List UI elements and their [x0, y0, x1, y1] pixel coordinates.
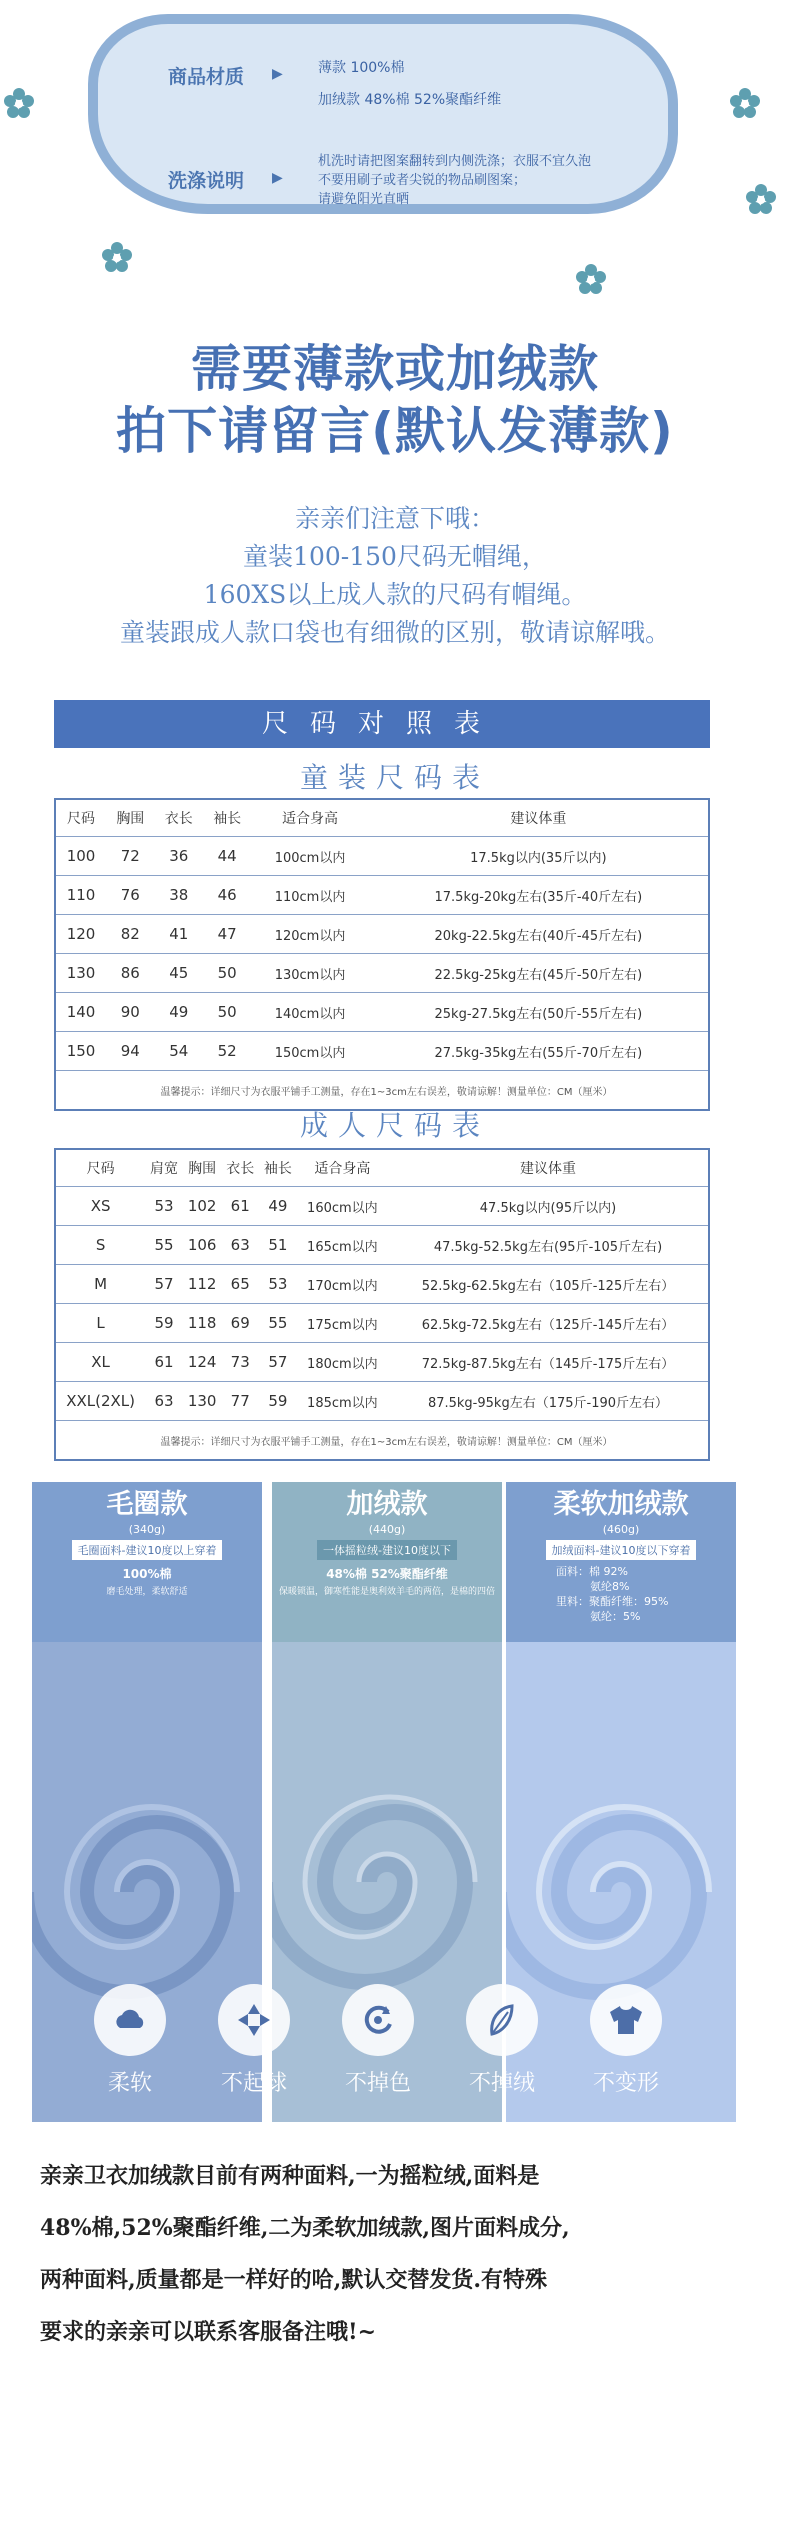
feature-label: 不变形 [592, 2071, 659, 2096]
table-row [55, 1187, 709, 1226]
table-cell: 130 [183, 1382, 221, 1421]
table-cell: XL [55, 1343, 145, 1382]
table-cell: 27.5kg-35kg左右(55斤-70斤左右) [369, 1032, 709, 1071]
explanation-line: 两种面料,质量都是一样好的哈,默认交替发货.有特殊 [40, 2267, 547, 2293]
table-cell: 47.5kg以内(95斤以内) [388, 1187, 709, 1226]
table-cell: 45 [155, 954, 203, 993]
notice-line: 亲亲们注意下哦： [294, 504, 495, 533]
kids-table-title: 童装尺码表 [299, 761, 490, 794]
table-cell: 87.5kg-95kg左右（175斤-190斤左右） [388, 1382, 709, 1421]
feature-no-shedding [442, 1984, 562, 2097]
feature-label: 不起球 [220, 2071, 287, 2096]
column-header: 袖长 [203, 799, 251, 837]
table-cell: 63 [145, 1382, 183, 1421]
table-header-row [55, 799, 709, 837]
table-cell: 47.5kg-52.5kg左右(95斤-105斤左右) [388, 1226, 709, 1265]
table-cell: 38 [155, 876, 203, 915]
table-cell: 22.5kg-25kg左右(45斤-50斤左右) [369, 954, 709, 993]
table-cell: 106 [183, 1226, 221, 1265]
feature-label: 不掉绒 [468, 2071, 535, 2096]
table-cell: 185cm以内 [297, 1382, 388, 1421]
column-header: 衣长 [221, 1149, 259, 1187]
table-cell: 55 [145, 1226, 183, 1265]
table-cell: 180cm以内 [297, 1343, 388, 1382]
fabric-header [32, 1482, 262, 1642]
table-cell: 170cm以内 [297, 1265, 388, 1304]
table-cell: 20kg-22.5kg左右(40斤-45斤左右) [369, 915, 709, 954]
notice-line: 160XS以上成人款的尺码有帽绳。 [203, 580, 587, 609]
table-cell: 62.5kg-72.5kg左右（125斤-145斤左右） [388, 1304, 709, 1343]
table-cell: 63 [221, 1226, 259, 1265]
composition-line: 里料：聚酯纤维：95% [556, 1595, 669, 1608]
notice-line: 童装100-150尺码无帽绳， [243, 542, 547, 571]
table-cell: 53 [259, 1265, 297, 1304]
feature-soft [70, 1984, 190, 2097]
table-cell: 140 [55, 993, 106, 1032]
column-header: 胸围 [183, 1149, 221, 1187]
table-cell: 69 [221, 1304, 259, 1343]
table-cell: 49 [259, 1187, 297, 1226]
sweater-icon [590, 1984, 662, 2056]
table-cell: 59 [259, 1382, 297, 1421]
fabric-weight: (440g) [368, 1523, 406, 1536]
table-cell: 51 [259, 1226, 297, 1265]
fabric-title: 毛圈款 [106, 1489, 188, 1520]
table-cell: 110 [55, 876, 106, 915]
fabric-explanation [40, 2150, 750, 2358]
fabric-weight: (460g) [602, 1523, 640, 1536]
table-cell: 110cm以内 [251, 876, 368, 915]
feature-no-pilling [194, 1984, 314, 2097]
table-cell: XS [55, 1187, 145, 1226]
fabric-composition: 100%棉 [122, 1567, 172, 1581]
table-cell: M [55, 1265, 145, 1304]
wash-label: 洗涤说明 [168, 170, 245, 192]
table-cell: 59 [145, 1304, 183, 1343]
table-cell: 175cm以内 [297, 1304, 388, 1343]
table-cell: 100cm以内 [251, 837, 368, 876]
table-cell: 47 [203, 915, 251, 954]
table-cell: 165cm以内 [297, 1226, 388, 1265]
column-header: 尺码 [55, 799, 106, 837]
fabric-composition [506, 1564, 736, 1624]
table-cell: 150cm以内 [251, 1032, 368, 1071]
notice [0, 500, 790, 652]
feature-label: 不掉色 [344, 2071, 411, 2096]
table-cell: 86 [106, 954, 154, 993]
table-cell: 120cm以内 [251, 915, 368, 954]
headline [0, 338, 790, 462]
flower-icon [728, 86, 762, 120]
fabric-title: 柔软加绒款 [553, 1489, 689, 1520]
fabric-weight: (340g) [128, 1523, 166, 1536]
thin-material: 薄款 100%棉 [318, 60, 405, 76]
table-header-row [55, 1149, 709, 1187]
table-cell: 57 [259, 1343, 297, 1382]
table-cell: 25kg-27.5kg左右(50斤-55斤左右) [369, 993, 709, 1032]
fabric-header [506, 1482, 736, 1642]
headline-line: 拍下请留言(默认发薄款) [116, 402, 674, 460]
explanation-line: 要求的亲亲可以联系客服备注哦!~ [40, 2319, 377, 2345]
table-row [55, 1226, 709, 1265]
table-row [55, 1304, 709, 1343]
swirl-icon [218, 1984, 290, 2056]
wash-line: 请避免阳光直晒 [318, 192, 410, 207]
table-cell: 57 [145, 1265, 183, 1304]
kids-size-table [54, 798, 710, 1111]
fabric-header [272, 1482, 502, 1642]
table-row [55, 837, 709, 876]
column-header: 尺码 [55, 1149, 145, 1187]
flower-icon [744, 182, 778, 216]
size-chart-title: 尺码对照表 [54, 700, 710, 748]
table-cell: 49 [155, 993, 203, 1032]
table-cell: S [55, 1226, 145, 1265]
fabric-chip: 毛圈面料-建议10度以上穿着 [72, 1540, 223, 1560]
table-cell: 100 [55, 837, 106, 876]
table-cell: 61 [145, 1343, 183, 1382]
table-row [55, 954, 709, 993]
table-row [55, 876, 709, 915]
flower-icon [2, 86, 36, 120]
table-note: 温馨提示：详细尺寸为衣服平铺手工测量，存在1~3cm左右误差，敬请谅解！测量单位：CM（厘米） [55, 1421, 709, 1461]
fabric-note: 保暖锁温，御寒性能是奥利效羊毛的两倍，是棉的四倍 [278, 1587, 495, 1597]
column-header: 建议体重 [388, 1149, 709, 1187]
table-cell: 41 [155, 915, 203, 954]
explanation-line: 48%棉,52%聚酯纤维,二为柔软加绒款,图片面料成分, [40, 2215, 570, 2241]
notice-line: 童装跟成人款口袋也有细微的区别，敬请谅解哦。 [119, 618, 670, 647]
table-row [55, 1343, 709, 1382]
table-cell: 17.5kg以内(35斤以内) [369, 837, 709, 876]
composition-line: 氨纶：5% [590, 1610, 641, 1623]
flower-icon [100, 240, 134, 274]
table-cell: 55 [259, 1304, 297, 1343]
fabric-chip: 加绒面料-建议10度以下穿着 [546, 1540, 697, 1560]
table-cell: 50 [203, 954, 251, 993]
column-header: 胸围 [106, 799, 154, 837]
table-cell: 17.5kg-20kg左右(35斤-40斤左右) [369, 876, 709, 915]
table-cell: 130 [55, 954, 106, 993]
composition-line: 氨纶8% [590, 1580, 630, 1593]
table-cell: 118 [183, 1304, 221, 1343]
table-cell: 130cm以内 [251, 954, 368, 993]
wash-line: 机洗时请把图案翻转到内侧洗涤；衣服不宜久泡 [318, 154, 592, 169]
fabric-title: 加绒款 [346, 1489, 428, 1520]
table-cell: 160cm以内 [297, 1187, 388, 1226]
material-label: 商品材质 [168, 66, 245, 88]
column-header: 衣长 [155, 799, 203, 837]
headline-line: 需要薄款或加绒款 [191, 340, 599, 398]
fabric-note: 磨毛处理，柔软舒适 [106, 1587, 188, 1597]
fabric-composition: 48%棉 52%聚酯纤维 [326, 1567, 448, 1581]
material-section [0, 0, 790, 320]
column-header: 建议体重 [369, 799, 709, 837]
table-cell: 50 [203, 993, 251, 1032]
arrow-right-icon: ▶ [272, 170, 283, 186]
fleece-material: 加绒款 48%棉 52%聚酯纤维 [318, 92, 502, 108]
table-cell: 65 [221, 1265, 259, 1304]
table-cell: 77 [221, 1382, 259, 1421]
table-cell: 52 [203, 1032, 251, 1071]
feather-icon [466, 1984, 538, 2056]
table-cell: 36 [155, 837, 203, 876]
table-cell: 102 [183, 1187, 221, 1226]
explanation-line: 亲亲卫衣加绒款目前有两种面料,一为摇粒绒,面料是 [40, 2163, 540, 2189]
adult-size-table [54, 1148, 710, 1461]
table-cell: 61 [221, 1187, 259, 1226]
feature-label: 柔软 [107, 2071, 152, 2096]
composition-line: 面料：棉 92% [556, 1565, 628, 1578]
table-cell: 82 [106, 915, 154, 954]
table-note-row [55, 1421, 709, 1461]
column-header: 肩宽 [145, 1149, 183, 1187]
table-cell: 54 [155, 1032, 203, 1071]
feature-colorfast [318, 1984, 438, 2097]
adult-table-title: 成人尺码表 [299, 1109, 490, 1142]
table-cell: 44 [203, 837, 251, 876]
table-cell: 72 [106, 837, 154, 876]
flower-icon [574, 262, 608, 296]
table-note: 温馨提示：详细尺寸为衣服平铺手工测量，存在1~3cm左右误差，敬请谅解！测量单位：CM（厘米） [55, 1071, 709, 1111]
wash-instructions [318, 152, 591, 209]
table-row [55, 1382, 709, 1421]
cloud-icon [94, 1984, 166, 2056]
table-row [55, 1265, 709, 1304]
table-cell: 112 [183, 1265, 221, 1304]
table-cell: 120 [55, 915, 106, 954]
table-cell: XXL(2XL) [55, 1382, 145, 1421]
table-cell: 76 [106, 876, 154, 915]
table-cell: 73 [221, 1343, 259, 1382]
column-header: 袖长 [259, 1149, 297, 1187]
column-header: 适合身高 [297, 1149, 388, 1187]
table-row [55, 993, 709, 1032]
table-cell: L [55, 1304, 145, 1343]
table-cell: 124 [183, 1343, 221, 1382]
table-cell: 140cm以内 [251, 993, 368, 1032]
table-cell: 94 [106, 1032, 154, 1071]
table-row [55, 915, 709, 954]
table-cell: 53 [145, 1187, 183, 1226]
refresh-icon [342, 1984, 414, 2056]
table-cell: 72.5kg-87.5kg左右（145斤-175斤左右） [388, 1343, 709, 1382]
table-cell: 52.5kg-62.5kg左右（105斤-125斤左右） [388, 1265, 709, 1304]
table-cell: 90 [106, 993, 154, 1032]
column-header: 适合身高 [251, 799, 368, 837]
wash-line: 不要用刷子或者尖锐的物品刷图案； [318, 173, 527, 188]
feature-no-deformation [566, 1984, 686, 2097]
table-cell: 46 [203, 876, 251, 915]
arrow-right-icon: ▶ [272, 66, 283, 82]
table-row [55, 1032, 709, 1071]
fabric-chip: 一体摇粒绒-建议10度以下 [317, 1540, 457, 1560]
table-cell: 150 [55, 1032, 106, 1071]
